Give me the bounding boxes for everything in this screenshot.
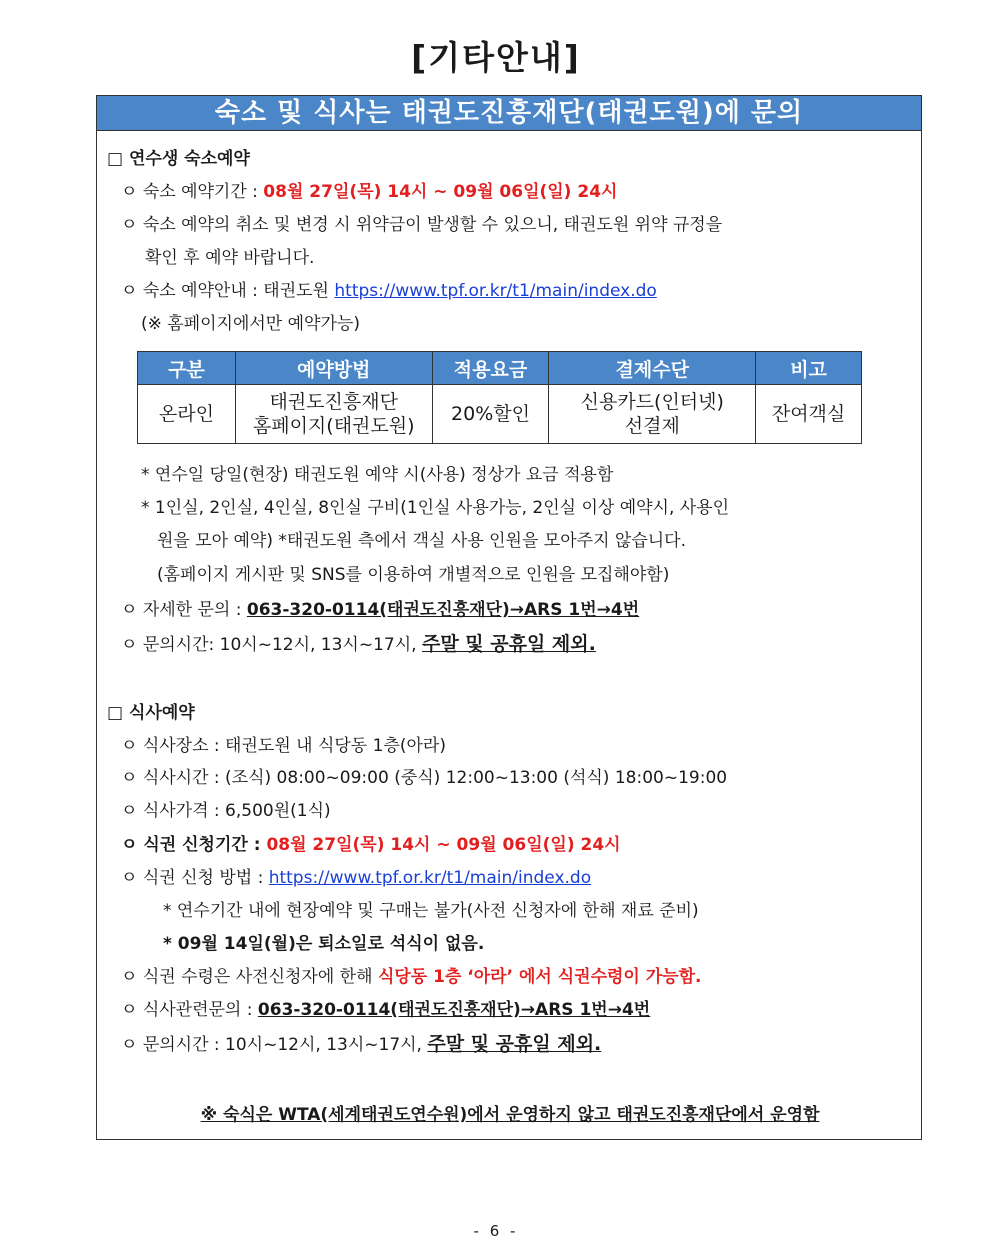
page-title: [기타안내] bbox=[411, 38, 581, 77]
method-line2: 홈페이지(태권도원) bbox=[252, 415, 415, 437]
meal-ticket-label: ㅇ 식권 신청기간 : bbox=[121, 835, 267, 855]
meal-inquiry bbox=[121, 999, 650, 1021]
meal-method-link[interactable]: https://www.tpf.or.kr/t1/main/index.do bbox=[268, 868, 592, 888]
lodging-inquiry-label: ㅇ 자세한 문의 : bbox=[121, 600, 247, 620]
meal-receive bbox=[121, 966, 701, 988]
lodging-hours-label: ㅇ 문의시간: 10시~12시, 13시~17시, bbox=[121, 635, 422, 655]
box-header: 숙소 및 식사는 태권도진흥재단(태권도원)에 문의 bbox=[97, 96, 921, 131]
lodging-hours-excl: 주말 및 공휴일 제외. bbox=[421, 633, 596, 655]
table-header: 비고 bbox=[756, 352, 862, 385]
meal-place: ㅇ 식사장소 : 태권도원 내 식당동 1층(아라) bbox=[121, 736, 446, 756]
lodging-guide-link[interactable]: https://www.tpf.or.kr/t1/main/index.do bbox=[334, 281, 657, 301]
payment-line1: 신용카드(인터넷) bbox=[580, 391, 724, 413]
lodging-note2-line2: 원을 모아 예약) *태권도원 측에서 객실 사용 인원을 모아주지 않습니다. bbox=[157, 531, 686, 551]
lodging-period-label: ㅇ 숙소 예약기간 : bbox=[121, 182, 264, 202]
meal-method-label: ㅇ 식권 신청 방법 : bbox=[121, 868, 269, 888]
meal-receive-label: ㅇ 식권 수령은 사전신청자에 한해 bbox=[121, 967, 378, 987]
lodging-inquiry bbox=[121, 599, 639, 621]
lodging-period-value: 08월 27일(목) 14시 ~ 09월 06일(일) 24시 bbox=[263, 182, 618, 202]
table-header: 결제수단 bbox=[549, 352, 756, 385]
table-cell-rate: 20%할인 bbox=[432, 385, 549, 444]
lodging-cancel-line1: ㅇ 숙소 예약의 취소 및 변경 시 위약금이 발생할 수 있으니, 태권도원 위약 규정을 bbox=[121, 215, 723, 235]
table-row bbox=[138, 385, 862, 444]
meal-method-note1: * 연수기간 내에 현장예약 및 구매는 불가(사전 신청자에 한해 재료 준비) bbox=[163, 901, 699, 921]
meal-inquiry-label: ㅇ 식사관련문의 : bbox=[121, 1000, 258, 1020]
meal-ticket-period bbox=[121, 834, 621, 856]
meal-hours-excl: 주말 및 공휴일 제외. bbox=[427, 1033, 602, 1055]
payment-line2: 선결제 bbox=[624, 415, 680, 437]
lodging-note2-line3: (홈페이지 게시판 및 SNS를 이용하여 개별적으로 인원을 모집해야함) bbox=[157, 565, 670, 585]
table-header-row bbox=[138, 352, 862, 385]
table-header: 구분 bbox=[138, 352, 236, 385]
meal-section-title: □ 식사예약 bbox=[107, 703, 195, 723]
footer-note: ※ 숙식은 WTA(세계태권도연수원)에서 운영하지 않고 태권도진흥재단에서 운영함 bbox=[200, 1105, 820, 1125]
table-header: 예약방법 bbox=[235, 352, 432, 385]
meal-time: ㅇ 식사시간 : (조식) 08:00~09:00 (중식) 12:00~13:00 (석식) 18:00~19:00 bbox=[121, 768, 728, 788]
meal-hours bbox=[121, 1033, 601, 1056]
lodging-inquiry-phone: 063-320-0114(태권도진흥재단)→ARS 1번→4번 bbox=[246, 600, 640, 620]
lodging-note1: * 연수일 당일(현장) 태권도원 예약 시(사용) 정상가 요금 적용함 bbox=[141, 465, 614, 485]
lodging-cancel-line2: 확인 후 예약 바랍니다. bbox=[145, 248, 315, 268]
method-line1: 태권도진흥재단 bbox=[269, 391, 398, 413]
meal-receive-value: 식당동 1층 ‘아라’ 에서 식권수령이 가능함. bbox=[377, 967, 702, 987]
lodging-period bbox=[121, 181, 617, 203]
reservation-table bbox=[137, 351, 862, 444]
table-cell-method bbox=[235, 385, 432, 444]
meal-inquiry-phone: 063-320-0114(태권도진흥재단)→ARS 1번→4번 bbox=[257, 1000, 651, 1020]
meal-hours-label: ㅇ 문의시간 : 10시~12시, 13시~17시, bbox=[121, 1035, 428, 1055]
meal-method-note2: * 09월 14일(월)은 퇴소일로 석식이 없음. bbox=[163, 934, 485, 954]
lodging-note2-line1: * 1인실, 2인실, 4인실, 8인실 구비(1인실 사용가능, 2인실 이상 예약시, 사용인 bbox=[141, 498, 730, 518]
page-number: - 6 - bbox=[473, 1222, 519, 1240]
meal-method bbox=[121, 867, 591, 889]
lodging-guide bbox=[121, 280, 657, 302]
homepage-only-note: (※ 홈페이지에서만 예약가능) bbox=[141, 314, 360, 334]
meal-ticket-value: 08월 27일(목) 14시 ~ 09월 06일(일) 24시 bbox=[266, 835, 621, 855]
lodging-hours bbox=[121, 633, 596, 656]
lodging-guide-label: ㅇ 숙소 예약안내 : 태권도원 bbox=[121, 281, 335, 301]
table-header: 적용요금 bbox=[432, 352, 549, 385]
table-cell-note: 잔여객실 bbox=[756, 385, 862, 444]
meal-price: ㅇ 식사가격 : 6,500원(1식) bbox=[121, 801, 331, 821]
info-box bbox=[96, 95, 922, 1140]
lodging-section-title: □ 연수생 숙소예약 bbox=[107, 149, 250, 169]
table-cell-type: 온라인 bbox=[138, 385, 236, 444]
table-cell-payment bbox=[549, 385, 756, 444]
